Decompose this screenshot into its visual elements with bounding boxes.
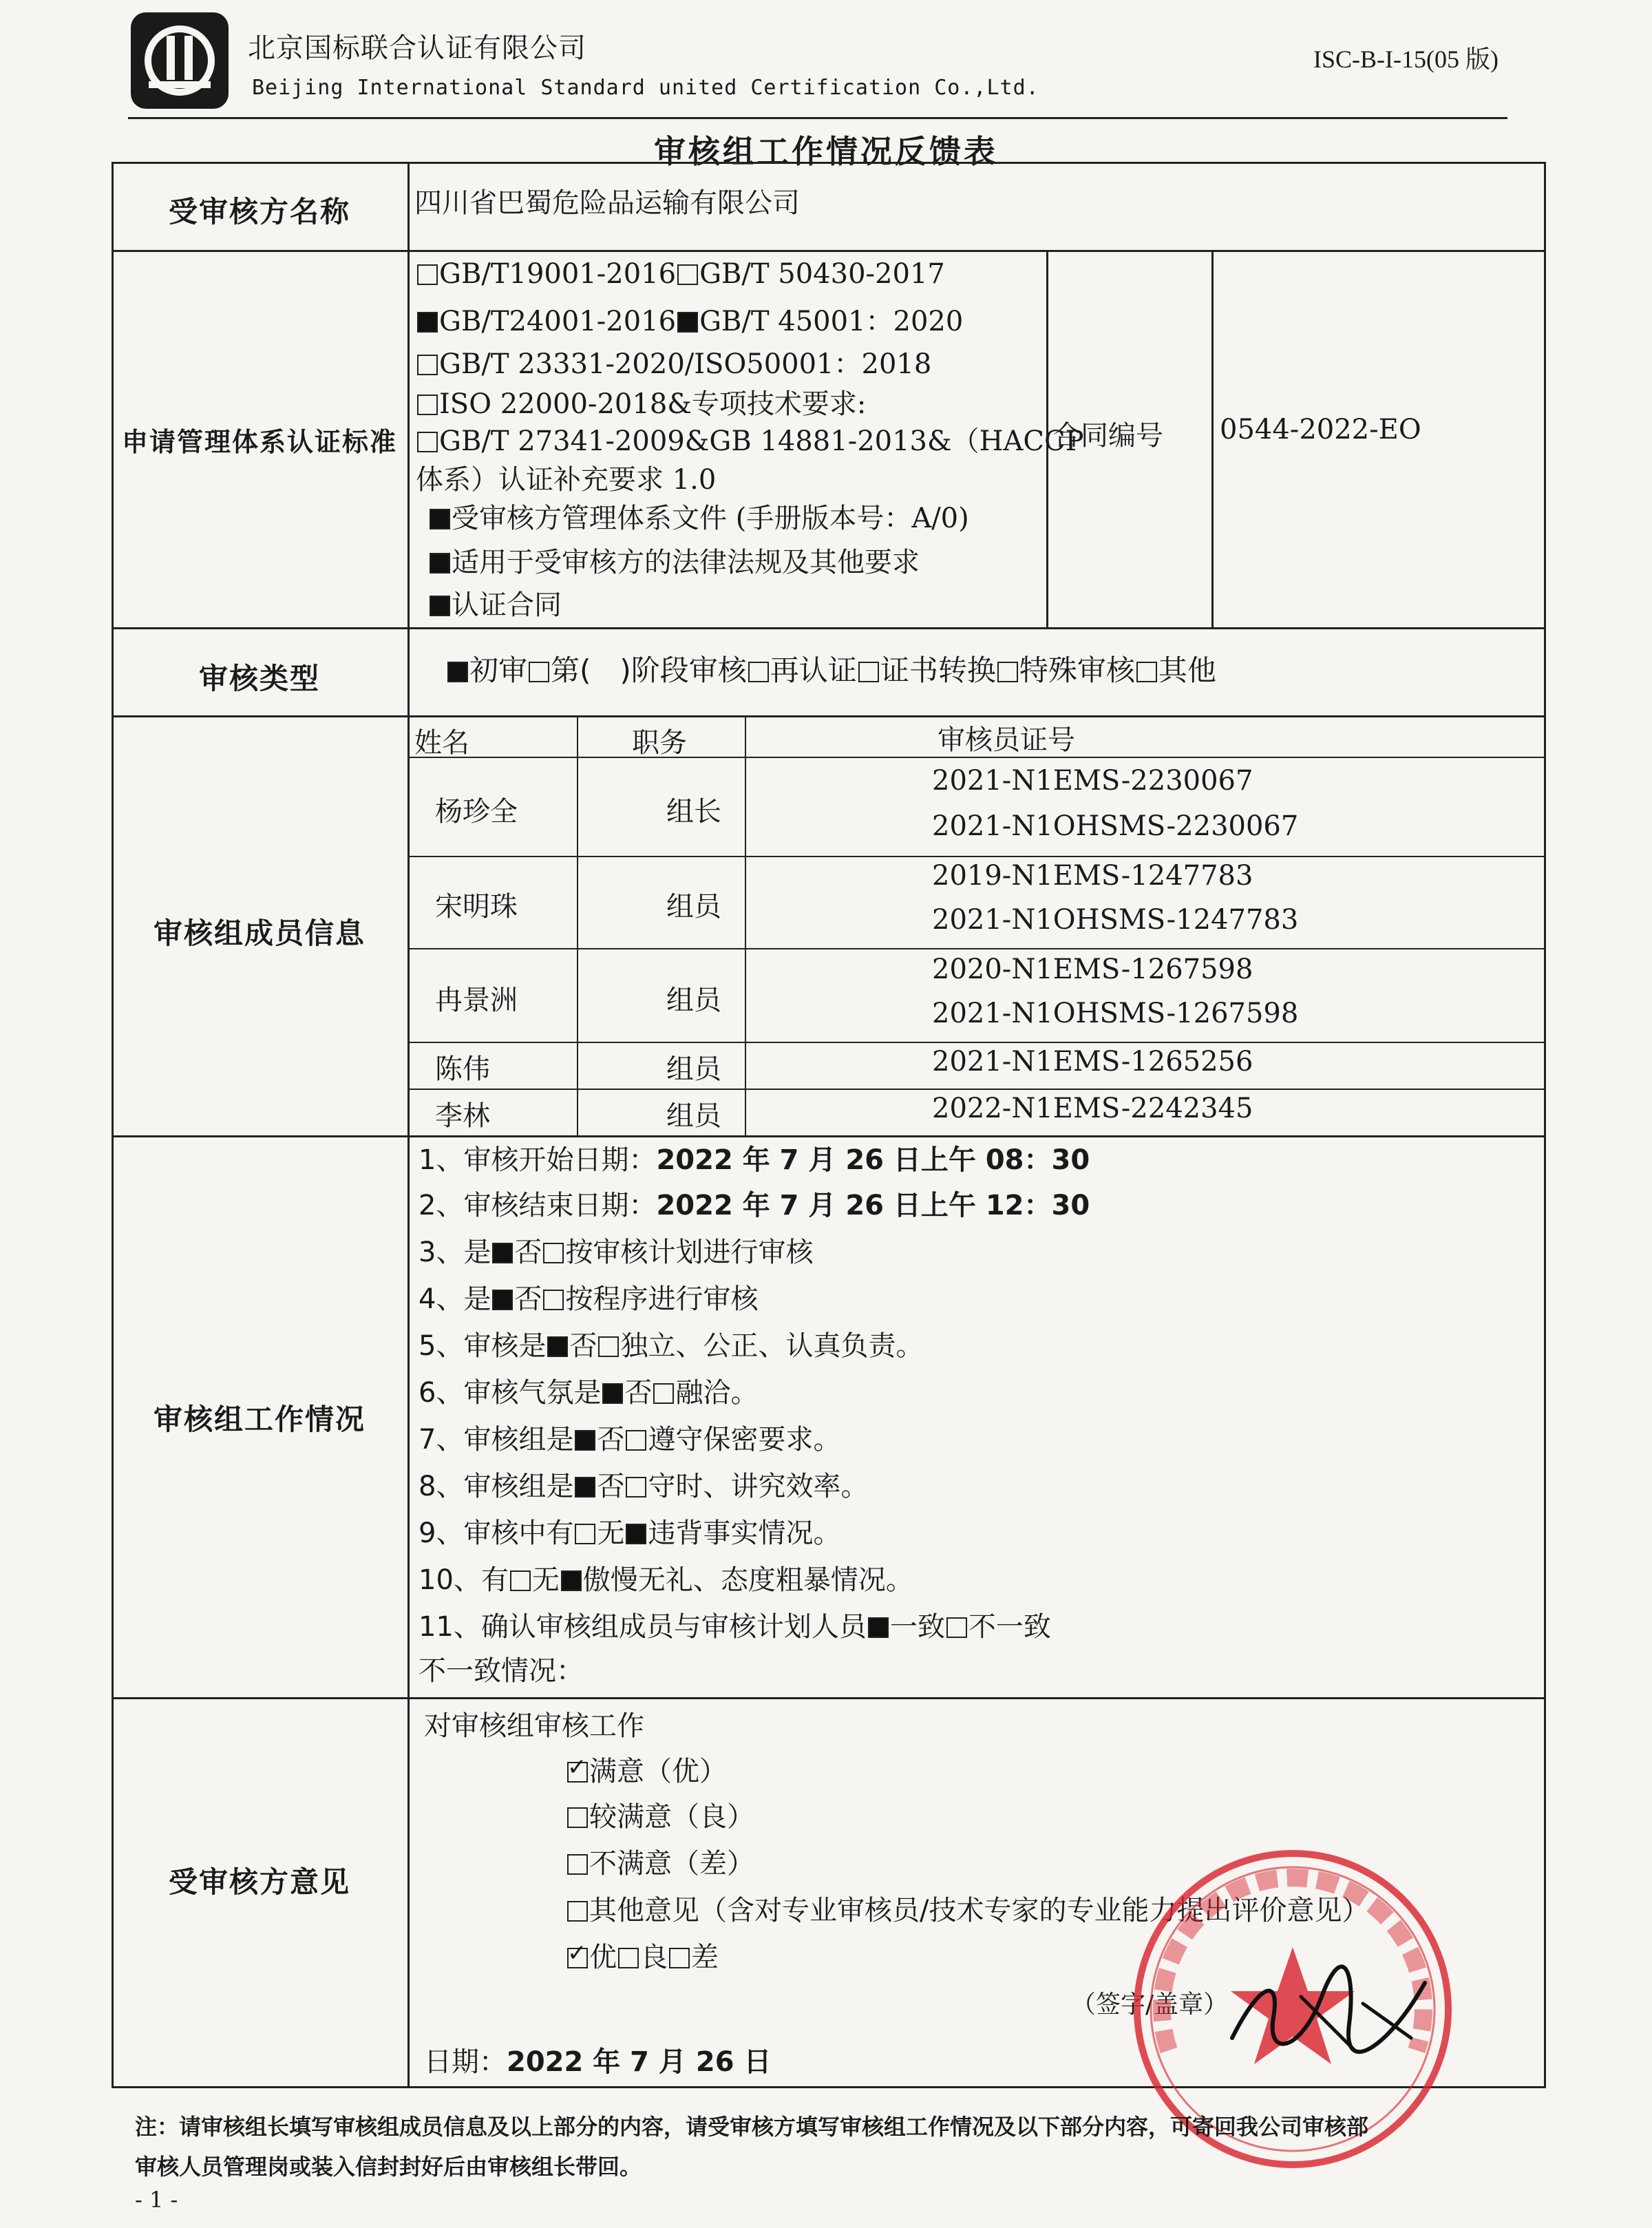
inconsistency-label: 不一致情况：: [419, 1655, 584, 1687]
team-label: 审核组成员信息: [153, 916, 366, 950]
contract-number: 0544-2022-EO: [1220, 414, 1421, 445]
checkbox-icon[interactable]: [417, 395, 438, 415]
work-item-7: 7、审核组是 否 遵守保密要求。: [419, 1424, 841, 1455]
checkbox-icon[interactable]: [677, 312, 698, 333]
work-item-3: 3、是 否 按审核计划进行审核: [419, 1237, 814, 1268]
team-col-name: 姓名: [414, 727, 469, 759]
checkbox-icon[interactable]: [626, 1477, 646, 1497]
team-col-divider: [745, 715, 746, 1135]
member-cert: 2020-N1EMS-1267598: [932, 954, 1253, 985]
checkmark-icon: ✓: [567, 1754, 587, 1781]
team-row-divider: [407, 1089, 1546, 1090]
checkbox-icon[interactable]: [430, 509, 450, 529]
checkbox-icon[interactable]: [417, 355, 438, 375]
row-divider: [112, 715, 1546, 717]
team-row-divider: [407, 856, 1546, 857]
row-divider: [112, 250, 1546, 252]
checkbox-icon[interactable]: [430, 553, 450, 574]
company-name-en: Beijing International Standard united Certification Co.,Ltd.: [252, 76, 1039, 100]
team-col-role: 职务: [632, 727, 687, 759]
checkmark-icon: ✓: [567, 1940, 587, 1967]
team-row-divider: [407, 1042, 1546, 1043]
standard-line-8: 适用于受审核方的法律法规及其他要求: [428, 540, 920, 580]
member-cert: 2022-N1EMS-2242345: [932, 1093, 1253, 1124]
header-divider: [128, 117, 1507, 119]
member-role: 组员: [666, 1100, 721, 1132]
member-name: 李林: [435, 1100, 490, 1132]
checkbox-icon[interactable]: [529, 662, 549, 682]
checkbox-icon[interactable]: [997, 662, 1018, 682]
team-col-divider: [577, 715, 578, 1135]
checkbox-icon[interactable]: [575, 1430, 595, 1451]
checkbox-icon[interactable]: [669, 1948, 690, 1968]
checkbox-icon[interactable]: [567, 1854, 588, 1875]
checkbox-icon[interactable]: [543, 1290, 564, 1310]
member-cert: 2021-N1OHSMS-2230067: [932, 810, 1299, 842]
member-role: 组长: [666, 796, 721, 828]
footer-note-line-1: 注：请审核组长填写审核组成员信息及以上部分的内容，请受审核方填写审核组工作情况及以下部分内容，可寄回我公司审核部: [135, 2114, 1369, 2140]
member-role: 组员: [666, 1053, 721, 1085]
member-cert: 2021-N1EMS-1265256: [932, 1046, 1253, 1078]
member-role: 组员: [666, 985, 721, 1016]
work-item-9: 9、审核中有 无 违背事实情况。: [419, 1517, 841, 1549]
form-title: 审核组工作情况反馈表: [654, 133, 998, 170]
standards-label: 申请管理体系认证标准: [121, 427, 397, 457]
member-cert: 2021-N1OHSMS-1247783: [932, 904, 1299, 936]
contract-label: 合同编号: [1053, 420, 1163, 452]
row-divider: [112, 1135, 1546, 1137]
checkbox-icon[interactable]: [430, 596, 450, 616]
checkbox-icon[interactable]: [510, 1570, 531, 1591]
checkbox-icon[interactable]: [547, 1336, 568, 1357]
standard-line-5: GB/T 27341-2009&GB 14881-2013&（HACCP: [416, 419, 1084, 459]
team-col-cert: 审核员证号: [938, 724, 1075, 756]
team-row-divider: [407, 948, 1546, 949]
checkbox-icon[interactable]: [543, 1243, 564, 1263]
work-item-5: 5、审核是 否 独立、公正、认真负责。: [419, 1330, 924, 1362]
member-name: 冉景洲: [435, 985, 518, 1016]
contract-divider: [1211, 250, 1214, 627]
checkbox-icon[interactable]: [618, 1948, 639, 1968]
member-name: 宋明珠: [435, 891, 518, 923]
document-code: ISC-B-I-15(05 版): [1313, 45, 1499, 73]
standard-line-7: 受审核方管理体系文件 (手册版本号：A/0): [428, 496, 969, 536]
checkbox-icon[interactable]: [598, 1336, 619, 1357]
company-logo-icon: [128, 10, 231, 112]
standard-line-2: GB/T24001-2016 GB/T 45001：2020: [416, 299, 963, 339]
standard-line-9: 认证合同: [428, 583, 562, 622]
work-item-11: 11、确认审核组成员与审核计划人员 一致 不一致: [419, 1611, 1051, 1643]
work-item-1: 1、审核开始日期：2022 年 7 月 26 日上午 08：30: [419, 1144, 1090, 1176]
opinion-option-fair: 较满意（良）: [566, 1795, 754, 1834]
checkbox-icon[interactable]: [626, 1524, 646, 1544]
page-number: - 1 -: [135, 2187, 178, 2213]
member-name: 陈伟: [435, 1053, 490, 1085]
checkbox-icon[interactable]: [677, 264, 698, 285]
member-name: 杨珍全: [435, 796, 518, 828]
checkbox-icon[interactable]: [626, 1430, 646, 1451]
row-divider: [112, 627, 1546, 629]
auditee-name: 四川省巴蜀危险品运输有限公司: [414, 187, 800, 219]
member-cert: 2021-N1OHSMS-1267598: [932, 998, 1299, 1029]
opinion-date: 日期：2022 年 7 月 26 日: [424, 2046, 772, 2078]
checkbox-icon[interactable]: [575, 1524, 595, 1544]
checkbox-icon[interactable]: [602, 1383, 623, 1404]
standard-line-4: ISO 22000-2018&专项技术要求:: [416, 382, 866, 421]
signature-icon: [1218, 1955, 1439, 2066]
member-cert: 2021-N1EMS-2230067: [932, 765, 1253, 797]
checkbox-icon[interactable]: [492, 1243, 513, 1263]
checkbox-icon[interactable]: [417, 264, 438, 285]
checkbox-icon[interactable]: [492, 1290, 513, 1310]
opinion-grade: ✓ 优 良 差: [567, 1940, 719, 1973]
audit-type-label: 审核类型: [198, 662, 320, 695]
checkbox-icon[interactable]: [567, 1754, 588, 1783]
checkbox-icon[interactable]: [567, 1901, 588, 1922]
sign-label: （签字/盖章）: [1071, 1990, 1229, 2019]
checkbox-icon[interactable]: [567, 1940, 588, 1968]
work-item-6: 6、审核气氛是 否 融洽。: [419, 1377, 759, 1409]
opinion-label: 受审核方意见: [168, 1865, 350, 1899]
auditee-label: 受审核方名称: [168, 195, 350, 229]
work-item-10: 10、有 无 傲慢无礼、态度粗暴情况。: [419, 1564, 913, 1596]
checkbox-icon[interactable]: [447, 662, 468, 682]
checkbox-icon[interactable]: [1136, 662, 1157, 682]
member-cert: 2019-N1EMS-1247783: [932, 860, 1253, 892]
feedback-form: [112, 162, 1546, 2090]
standard-line-3: GB/T 23331-2020/ISO50001：2018: [416, 342, 931, 381]
label-column-divider: [407, 162, 410, 2088]
work-item-2: 2、审核结束日期：2022 年 7 月 26 日上午 12：30: [419, 1190, 1090, 1221]
checkbox-icon[interactable]: [946, 1617, 967, 1638]
table-border-right: [1544, 162, 1546, 2088]
checkbox-icon[interactable]: [561, 1570, 582, 1591]
opinion-option-unsatisfied: 不满意（差）: [566, 1842, 754, 1881]
checkbox-icon[interactable]: [858, 662, 879, 682]
checkbox-icon[interactable]: [575, 1477, 595, 1497]
member-role: 组员: [666, 891, 721, 923]
checkbox-icon[interactable]: [417, 312, 438, 333]
checkbox-icon[interactable]: [417, 432, 438, 452]
opinion-option-other: 其他意见（含对专业审核员/技术专家的专业能力提出评价意见）: [566, 1889, 1369, 1928]
checkbox-icon[interactable]: [653, 1383, 674, 1404]
work-item-4: 4、是 否 按程序进行审核: [419, 1283, 759, 1315]
work-label: 审核组工作情况: [153, 1402, 366, 1436]
row-divider: [112, 1697, 1546, 1699]
table-border-top: [112, 162, 1546, 164]
standard-line-1: GB/T19001-2016 GB/T 50430-2017: [416, 258, 945, 290]
opinion-intro: 对审核组审核工作: [424, 1710, 644, 1742]
checkbox-icon[interactable]: [748, 662, 769, 682]
audit-type-options: 初审 第( )阶段审核 再认证 证书转换 特殊审核 其他: [446, 648, 1216, 689]
checkbox-icon[interactable]: [868, 1617, 889, 1638]
company-name-cn: 北京国标联合认证有限公司: [248, 32, 586, 64]
checkbox-icon[interactable]: [567, 1807, 588, 1828]
work-item-8: 8、审核组是 否 守时、讲究效率。: [419, 1471, 869, 1502]
footer-note: [135, 2107, 1368, 2187]
standard-line-6: 体系）认证补充要求 1.0: [416, 464, 717, 496]
opinion-option-satisfied: ✓ 满意（优）: [567, 1754, 727, 1787]
footer-note-line-2: 审核人员管理岗或装入信封封好后由审核组长带回。: [135, 2154, 642, 2180]
